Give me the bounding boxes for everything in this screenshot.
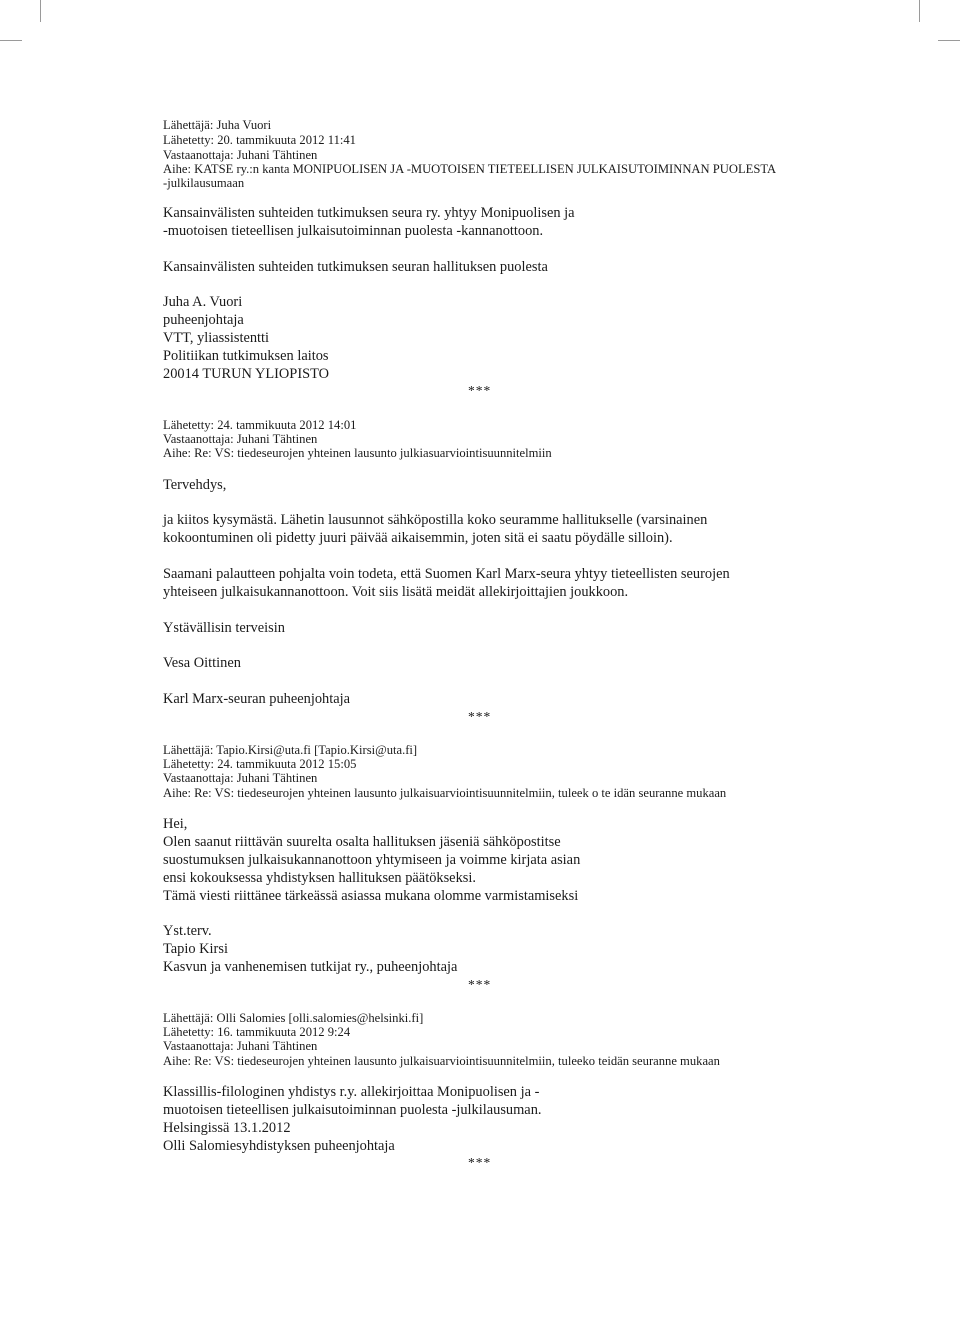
email1-body-line: Kansainvälisten suhteiden tutkimuksen seuran hallituksen puolesta	[163, 259, 548, 275]
email3-signature-title: Kasvun ja vanhenemisen tutkijat ry., puheenjohtaja	[163, 959, 458, 975]
email1-header-subject-cont: -julkilausumaan	[163, 176, 245, 190]
email3-header-sent: Lähetetty: 24. tammikuuta 2012 15:05	[163, 757, 357, 771]
email3-greeting: Hei,	[163, 816, 188, 832]
email4-header-sent: Lähetetty: 16. tammikuuta 2012 9:24	[163, 1025, 351, 1039]
email2-body-line: yhteiseen julkaisukannanottoon. Voit siis lisätä meidät allekirjoittajien joukkoon.	[163, 584, 629, 600]
email2-header-to: Vastaanottaja: Juhani Tähtinen	[163, 432, 318, 446]
email2-body-line: kokoontuminen oli pidetty juuri päivää aikaisemmin, joten sitä ei saatu pöydälle silloin).	[163, 530, 673, 546]
email1-body-line: -muotoisen tieteellisen julkaisutoiminnan puolesta -kannanottoon.	[163, 223, 544, 239]
email1-header-to: Vastaanottaja: Juhani Tähtinen	[163, 148, 318, 162]
email3-header-to: Vastaanottaja: Juhani Tähtinen	[163, 771, 318, 785]
email2-body-line: ja kiitos kysymästä. Lähetin lausunnot sähköpostilla koko seuramme hallitukselle (varsinainen	[163, 512, 708, 528]
email2-closing: Ystävällisin terveisin	[163, 620, 285, 636]
email2-header-subject: Aihe: Re: VS: tiedeseurojen yhteinen lausunto julkiasuarviointisuunnitelmiin	[163, 446, 552, 460]
email4-header-to: Vastaanottaja: Juhani Tähtinen	[163, 1039, 318, 1053]
crop-mark-top-left-horizontal	[0, 40, 22, 41]
separator-stars: ***	[468, 977, 492, 992]
email3-body-line: ensi kokouksessa yhdistyksen hallituksen päätökseksi.	[163, 870, 476, 886]
email4-body-line: Klassillis-filologinen yhdistys r.y. allekirjoittaa Monipuolisen ja -	[163, 1084, 540, 1100]
email1-signature-name: Juha A. Vuori	[163, 294, 243, 310]
email2-header-sent: Lähetetty: 24. tammikuuta 2012 14:01	[163, 418, 357, 432]
email3-body-line: Tämä viesti riittänee tärkeässä asiassa mukana olomme varmistamiseksi	[163, 888, 579, 904]
email3-signature-name: Tapio Kirsi	[163, 941, 228, 957]
separator-stars: ***	[468, 709, 492, 724]
email2-body-line: Saamani palautteen pohjalta voin todeta, että Suomen Karl Marx-seura yhtyy tieteellisten seurojen	[163, 566, 730, 582]
email4-body-line: muotoisen tieteellisen julkaisutoiminnan puolesta -julkilausuman.	[163, 1102, 542, 1118]
email2-greeting: Tervehdys,	[163, 477, 227, 493]
email3-body-line: suostumuksen julkaisukannanottoon yhtymiseen ja voimme kirjata asian	[163, 852, 581, 868]
email4-signature: Olli Salomiesyhdistyksen puheenjohtaja	[163, 1138, 395, 1154]
email4-header-from: Lähettäjä: Olli Salomies [olli.salomies@helsinki.fi]	[163, 1011, 424, 1025]
separator-stars: ***	[468, 383, 492, 398]
email1-header-sent: Lähetetty: 20. tammikuuta 2012 11:41	[163, 133, 356, 147]
email1-signature-title: puheenjohtaja	[163, 312, 244, 328]
email4-place-date: Helsingissä 13.1.2012	[163, 1120, 291, 1136]
email3-closing: Yst.terv.	[163, 923, 212, 939]
email3-header-subject: Aihe: Re: VS: tiedeseurojen yhteinen lausunto julkaisuarviointisuunnitelmiin, tuleek o te idän seuranne mukaan	[163, 786, 727, 800]
email1-body-line: Kansainvälisten suhteiden tutkimuksen seura ry. yhtyy Monipuolisen ja	[163, 205, 575, 221]
email3-body-line: Olen saanut riittävän suurelta osalta hallituksen jäseniä sähköpostitse	[163, 834, 561, 850]
email1-header-subject: Aihe: KATSE ry.:n kanta MONIPUOLISEN JA -MUOTOISEN TIETEELLISEN JULKAISUTOIMINNAN PUOLESTA	[163, 162, 777, 176]
email4-header-subject: Aihe: Re: VS: tiedeseurojen yhteinen lausunto julkaisuarviointisuunnitelmiin, tuleeko teidän seuranne mukaan	[163, 1054, 720, 1068]
email1-signature-address: 20014 TURUN YLIOPISTO	[163, 366, 330, 382]
email2-signature-title: Karl Marx-seuran puheenjohtaja	[163, 691, 351, 707]
email3-header-from: Lähettäjä: Tapio.Kirsi@uta.fi [Tapio.Kirsi@uta.fi]	[163, 743, 418, 757]
email2-signature-name: Vesa Oittinen	[163, 655, 241, 671]
email1-signature-dept: Politiikan tutkimuksen laitos	[163, 348, 329, 364]
crop-mark-top-right-vertical	[919, 0, 920, 22]
email1-signature-degree: VTT, yliassistentti	[163, 330, 270, 346]
crop-mark-top-right-horizontal	[938, 40, 960, 41]
email1-header-from: Lähettäjä: Juha Vuori	[163, 118, 272, 132]
crop-mark-top-left-vertical	[40, 0, 41, 22]
separator-stars: ***	[468, 1155, 492, 1170]
